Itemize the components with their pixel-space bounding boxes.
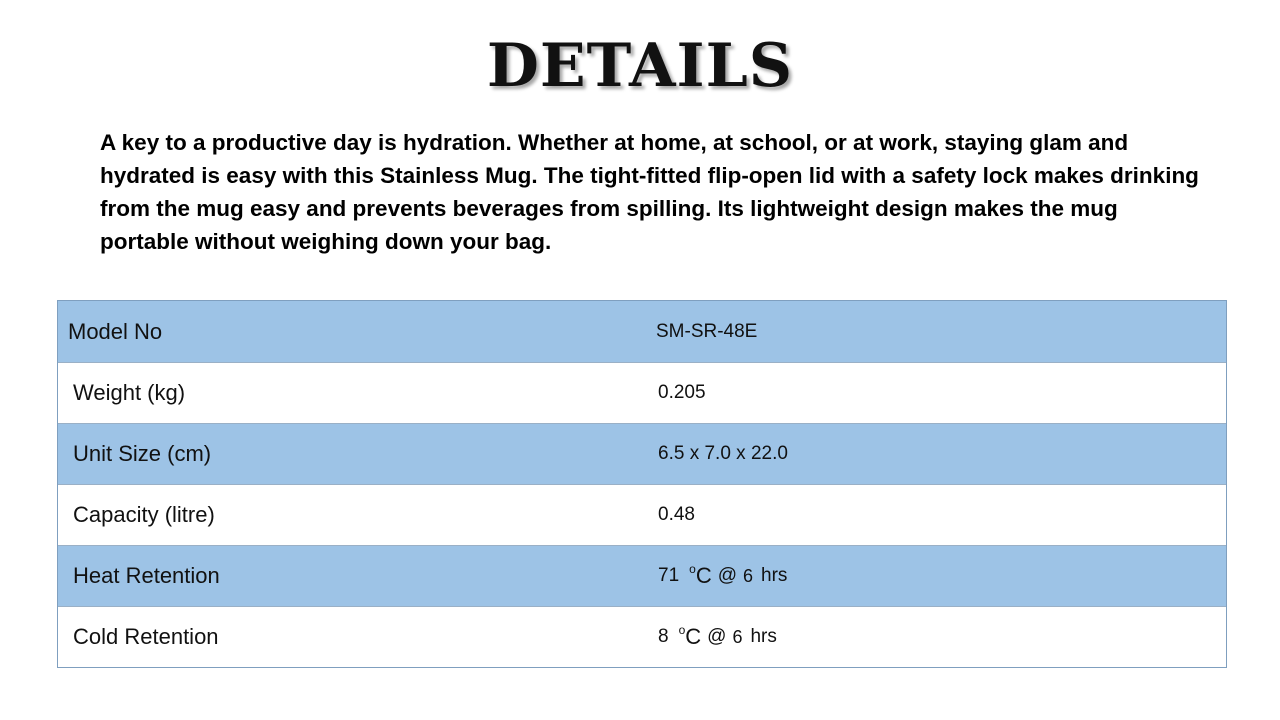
product-description: A key to a productive day is hydration. Whether at home, at school, or at work, staying glam and hydrated is easy with this Stainless Mug. The tight-fitted flip-open lid with a safety lock makes drinking from the mug easy and prevents beverages from spilling. Its lightweight design makes the mug portable without weighing down your bag. <box>100 130 1199 254</box>
hours-unit: hrs <box>750 626 777 647</box>
spec-value: 6.5 x 7.0 x 22.0 <box>658 443 788 464</box>
spec-row-weight <box>58 362 1226 423</box>
at-sign: @ <box>717 565 738 586</box>
spec-value <box>658 546 787 606</box>
degree-unit <box>679 624 702 650</box>
spec-row-heat <box>58 545 1226 606</box>
hours-value: 6 <box>743 565 754 586</box>
spec-value: 0.48 <box>658 504 695 525</box>
spec-label: Capacity (litre) <box>73 502 215 527</box>
spec-value: SM-SR-48E <box>656 320 758 342</box>
hours-value: 6 <box>732 626 743 647</box>
spec-label: Unit Size (cm) <box>73 441 212 466</box>
temperature-value: 8 <box>658 626 669 647</box>
spec-label: Cold Retention <box>73 624 219 649</box>
degree-unit <box>689 563 712 589</box>
celsius-unit: C <box>695 563 712 588</box>
page-title: DETAILS <box>486 31 794 101</box>
spec-label: Heat Retention <box>73 563 220 588</box>
spec-row-cold <box>58 606 1226 667</box>
spec-label: Model No <box>68 318 163 344</box>
spec-value: 0.205 <box>658 382 706 403</box>
degree-sign: o <box>689 562 696 576</box>
spec-row-model <box>58 301 1226 362</box>
spec-table <box>57 300 1227 668</box>
hours-unit: hrs <box>761 565 788 586</box>
spec-row-capacity <box>58 484 1226 545</box>
degree-sign: o <box>678 623 686 637</box>
spec-row-size <box>58 423 1226 484</box>
celsius-unit: C <box>685 624 702 649</box>
at-sign: @ <box>707 626 727 647</box>
temperature-value: 71 <box>658 565 680 586</box>
spec-label: Weight (kg) <box>73 380 186 405</box>
spec-value <box>658 607 777 667</box>
